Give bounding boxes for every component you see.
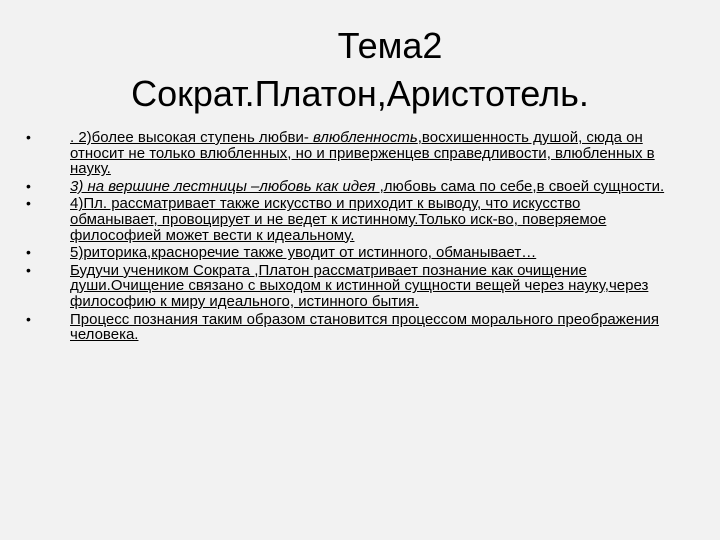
bullet-icon: •	[26, 261, 31, 278]
item-text-part: 5)риторика,красноречие также уводит от истинного, обманывает…	[70, 244, 537, 262]
item-text-part: ,восхишенность душой, сюда он относит не только влюбленных, но и приверженцев справедливости, влюбленных в науку.	[70, 129, 655, 178]
slide-title	[0, 22, 720, 118]
bullet-icon: •	[26, 195, 31, 212]
item-text-part: 4)Пл. рассматривает также искусство и приходит к выводу, что искусство обманывает, провоцирует и не ведет к истинному.Только иск-во, поверяемое философией может вести к идеальному.	[70, 195, 607, 244]
title-line-2: Сократ.Платон,Аристотель.	[131, 73, 589, 114]
item-text-part-italic: 3) на вершине лестницы –любовь как идея	[70, 177, 380, 195]
item-text-part-italic: влюбленность	[313, 129, 418, 146]
bullet-list	[26, 130, 666, 345]
item-text-part: Процесс познания таким образом становится процессом морального преображения человека.	[70, 310, 659, 344]
item-text-part: ,любовь сама по себе,в своей сущности.	[379, 177, 665, 195]
title-line-1: Тема2	[337, 25, 443, 66]
bullet-icon: •	[26, 244, 31, 261]
bullet-icon: •	[26, 129, 31, 145]
list-item	[26, 130, 666, 177]
list-item	[26, 245, 666, 261]
list-item	[26, 312, 666, 343]
item-text-part: Будучи учеником Сократа ,Платон рассматривает познание как очищение души.Очищение связано с выходом к истинной сущности вещей через науку,через философию к миру идеального, истинного бытия.	[70, 261, 649, 310]
item-text-part: . 2)более высокая ступень любви-	[70, 129, 314, 146]
list-item	[26, 196, 666, 243]
bullet-icon: •	[26, 310, 31, 327]
list-item	[26, 263, 666, 310]
bullet-icon: •	[26, 177, 31, 194]
list-item	[26, 179, 666, 195]
